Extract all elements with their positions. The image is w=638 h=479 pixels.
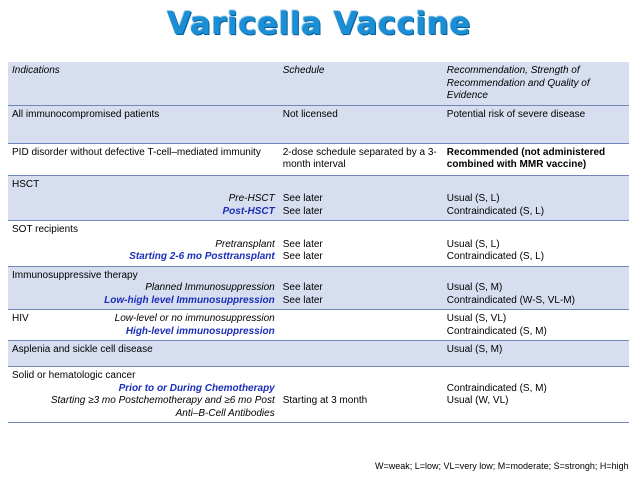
indication-label: Immunosuppressive therapy	[12, 269, 138, 281]
table-row	[8, 143, 629, 175]
recommendation-cell	[443, 175, 629, 221]
table-row	[8, 341, 629, 367]
schedule-cell	[279, 367, 443, 423]
table-row	[8, 221, 629, 267]
indication-sub-label: Pretransplant	[215, 238, 275, 250]
schedule-cell: 2-dose schedule separated by a 3-month interval	[279, 143, 443, 175]
indication-sub-label: Post-HSCT	[222, 205, 275, 217]
indication-sub-label: High-level immunosuppression	[125, 325, 275, 337]
indication-sub-label: Low-high level Immunosuppression	[104, 294, 275, 306]
schedule-cell	[279, 221, 443, 267]
indication-cell: PID disorder without defective T-cell–mediated immunity	[8, 143, 279, 175]
schedule-value: See later	[282, 193, 323, 204]
indication-sub-label: Prior to or During Chemotherapy	[118, 382, 275, 394]
recommendation-cell: Potential risk of severe disease	[443, 105, 629, 143]
schedule-cell	[279, 266, 443, 310]
recommendation-value: Contraindicated (S, L)	[446, 251, 545, 262]
indication-label: HSCT	[12, 178, 40, 190]
indication-cell: All immunocompromised patients	[8, 105, 279, 143]
recommendation-value: Contraindicated (S, M)	[446, 382, 547, 394]
schedule-cell	[279, 341, 443, 367]
table-row	[8, 266, 629, 310]
recommendation-value: Contraindicated (S, M)	[446, 325, 547, 337]
page-title: Varicella Vaccine	[167, 6, 471, 42]
schedule-value: See later	[282, 251, 323, 262]
recommendation-cell	[443, 310, 629, 341]
header-schedule: Schedule	[279, 62, 443, 105]
abbreviation-legend: W=weak; L=low; VL=very low; M=moderate; S=strongh; H=high	[375, 461, 629, 471]
indication-label: SOT recipients	[12, 224, 78, 235]
schedule-value: See later	[282, 282, 323, 293]
schedule-value: Starting at 3 month	[282, 395, 368, 406]
recommendation-cell	[443, 266, 629, 310]
schedule-value: See later	[282, 238, 323, 250]
indication-sub-label: Pre-HSCT	[228, 193, 275, 204]
recommendation-value: Usual (S, L)	[446, 238, 500, 250]
indication-label: HIV	[12, 313, 29, 324]
table-row	[8, 175, 629, 221]
table-row	[8, 105, 629, 143]
recommendation-value: Usual (S, M)	[446, 282, 503, 293]
indication-sub-label: Starting ≥3 mo Postchemotherapy and ≥6 mo Post Anti–B-Cell Antibodies	[50, 395, 275, 419]
recommendation-cell	[443, 221, 629, 267]
table-row	[8, 310, 629, 341]
recommendation-cell: Usual (S, M)	[443, 341, 629, 367]
schedule-value: See later	[282, 205, 323, 217]
indication-cell	[8, 310, 279, 341]
recommendation-value: Contraindicated (W-S, VL-M)	[446, 294, 575, 306]
recommendation-value: Contraindicated (S, L)	[446, 205, 545, 217]
table-header-row	[8, 62, 629, 105]
recommendation-value: Usual (S, VL)	[446, 313, 507, 324]
schedule-cell	[279, 310, 443, 341]
indication-label: Solid or hematologic cancer	[12, 370, 136, 381]
schedule-value: See later	[282, 294, 323, 306]
indication-sub-label: Low-level or no immunosuppression	[114, 313, 275, 324]
indication-cell	[8, 367, 279, 423]
recommendation-cell: Recommended (not administered combined with MMR vaccine)	[443, 143, 629, 175]
schedule-cell: Not licensed	[279, 105, 443, 143]
indication-sub-label: Planned Immunosuppression	[145, 282, 275, 293]
indication-cell: Asplenia and sickle cell disease	[8, 341, 279, 367]
recommendation-cell	[443, 367, 629, 423]
table-row	[8, 367, 629, 423]
recommendation-value: Usual (S, L)	[446, 193, 500, 204]
indication-cell	[8, 266, 279, 310]
header-recommendation: Recommendation, Strength of Recommendation and Quality of Evidence	[443, 62, 629, 105]
indication-cell	[8, 221, 279, 267]
recommendation-value: Usual (W, VL)	[446, 395, 509, 406]
header-indications: Indications	[8, 62, 279, 105]
vaccine-table	[8, 62, 629, 423]
indication-sub-label: Starting 2-6 mo Posttransplant	[129, 251, 275, 262]
schedule-cell	[279, 175, 443, 221]
indication-cell	[8, 175, 279, 221]
